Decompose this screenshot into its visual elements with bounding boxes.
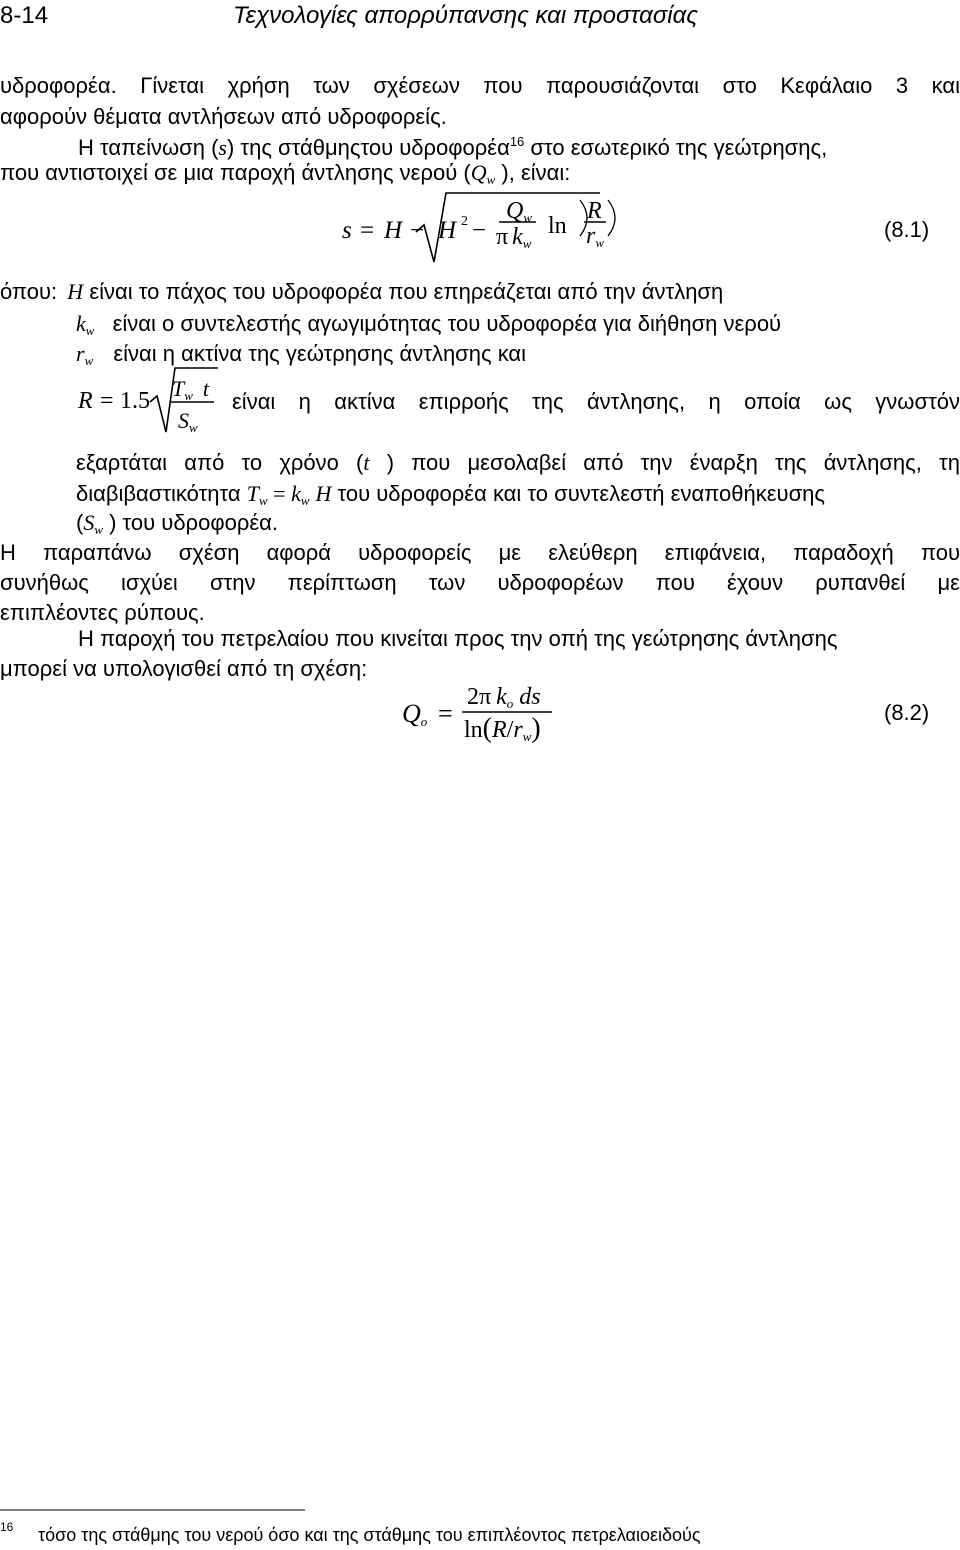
footnote-reference[interactable]: 16 — [509, 134, 525, 149]
subscript-w: w — [85, 323, 95, 338]
w: w — [184, 388, 193, 403]
symbol-T: T — [246, 481, 259, 506]
running-title: Τεχνολογίες απορρύπανσης και προστασίας — [233, 2, 698, 29]
eq2-equals: = — [438, 699, 453, 728]
text: ) του υδροφορέα. — [103, 510, 278, 535]
t: t — [202, 376, 210, 401]
R: R — [492, 717, 507, 743]
ln: ln — [464, 717, 483, 743]
para3-line1: Η παραπάνω σχέση αφορά υδροφορείς με ελεύθερη επιφάνεια, παραδοχή που — [0, 540, 960, 565]
text: ), είναι: — [495, 160, 571, 185]
w: w — [189, 420, 198, 435]
two: 2 — [467, 684, 479, 710]
eq1-minus: − — [410, 217, 425, 244]
text: ) της στάθμηςτου υδροφορέα — [226, 135, 510, 160]
def-R-text: είναι η ακτίνα επιρροής της άντλησης, η οποία ως γνωστόν — [232, 389, 960, 414]
text: διαβιβαστικότητα — [76, 481, 247, 506]
para1-line2: αφορούν θέματα αντλήσεων από υδροφορείς. — [0, 104, 447, 129]
slash: / — [506, 717, 514, 743]
footnote-text: τόσο της στάθμης του νερού όσο και της στάθμης του επιπλέοντος πετρελαιοειδούς — [38, 1525, 701, 1545]
eq1-H: H — [384, 217, 403, 244]
o: o — [506, 696, 514, 711]
subscript-w: w — [94, 522, 103, 537]
eq1-R: R — [587, 198, 602, 224]
eq2-number: (8.2) — [884, 700, 930, 725]
subscript-w: w — [84, 353, 94, 368]
para4-line1: Η παροχή του πετρελαίου που κινείται προς την οπή της γεώτρησης άντλησης — [78, 626, 838, 651]
text: ) που μεσολαβεί από την έναρξη της άντλησης, τη — [369, 450, 960, 475]
pi: π — [496, 224, 509, 250]
S: S — [178, 408, 189, 433]
eq1-minus2: − — [472, 217, 487, 244]
text: ( — [76, 510, 84, 535]
k: k — [512, 224, 523, 250]
pi: π — [479, 684, 492, 710]
r: r — [586, 223, 596, 249]
w: w — [595, 235, 605, 250]
text: είναι το πάχος του υδροφορέα που επηρεάζεται από την άντληση — [89, 279, 724, 304]
para3-line2: συνήθως ισχύει στην περίπτωση των υδροφορέων που έχουν ρυπανθεί με — [0, 570, 960, 595]
eqR-R: R — [78, 388, 93, 414]
open-paren: ( — [482, 713, 492, 744]
eq1-ln: ln — [548, 213, 567, 239]
Q: Q — [402, 699, 421, 728]
o: o — [420, 714, 428, 729]
w: w — [522, 236, 532, 251]
symbol-s: s — [218, 135, 227, 160]
para4-line2: μπορεί να υπολογισθεί από τη σχέση: — [0, 656, 368, 681]
equals: = — [267, 481, 292, 506]
subscript-w: w — [486, 172, 496, 187]
symbol-r: r — [76, 341, 85, 366]
text: είναι η ακτίνα της γεώτρησης άντλησης και — [113, 341, 527, 366]
subscript-w: w — [258, 493, 268, 508]
subscript-w: w — [300, 493, 310, 508]
text: Η ταπείνωση ( — [78, 135, 219, 160]
eq1-s: s — [342, 217, 352, 244]
eq1-number: (8.1) — [884, 217, 930, 242]
r: r — [513, 717, 523, 743]
page-number: 8-14 — [0, 2, 49, 29]
symbol-k: k — [76, 311, 86, 336]
text: είναι ο συντελεστής αγωγιμότητας του υδροφορέα για διήθηση νερού — [112, 311, 782, 336]
symbol-k: k — [291, 481, 301, 506]
symbol-H: H — [67, 279, 84, 304]
footnote-marker: 16 — [0, 1520, 14, 1534]
text: όπου: — [0, 279, 58, 304]
eqR-equals: = — [100, 388, 114, 414]
symbol-H: H — [315, 481, 332, 506]
eq1-power: 2 — [461, 214, 468, 229]
ds: ds — [519, 684, 541, 710]
text: του υδροφορέα και το συντελεστή εναποθήκευσης — [331, 481, 826, 506]
eqR-coef: 1.5 — [120, 388, 150, 414]
eq1-H2: H — [438, 217, 457, 244]
Q: Q — [506, 198, 524, 224]
para3-line3: επιπλέοντες ρύπους. — [0, 600, 205, 625]
text: που αντιστοιχεί σε μια παροχή άντλησης νερού ( — [0, 160, 471, 185]
symbol-Q: Q — [470, 160, 487, 185]
para1-line1: υδροφορέα. Γίνεται χρήση των σχέσεων που παρουσιάζονται στο Κεφάλαιο 3 και — [0, 73, 960, 98]
close-paren: ) — [531, 713, 541, 744]
T: T — [172, 376, 185, 401]
symbol-t: t — [363, 450, 370, 475]
text: στο εσωτερικό της γεώτρησης, — [524, 135, 828, 160]
k: k — [496, 684, 507, 710]
eq1-equals: = — [360, 217, 375, 244]
symbol-S: S — [83, 510, 95, 535]
text: εξαρτάται από το χρόνο ( — [76, 450, 364, 475]
w: w — [522, 729, 532, 744]
w: w — [523, 210, 533, 225]
